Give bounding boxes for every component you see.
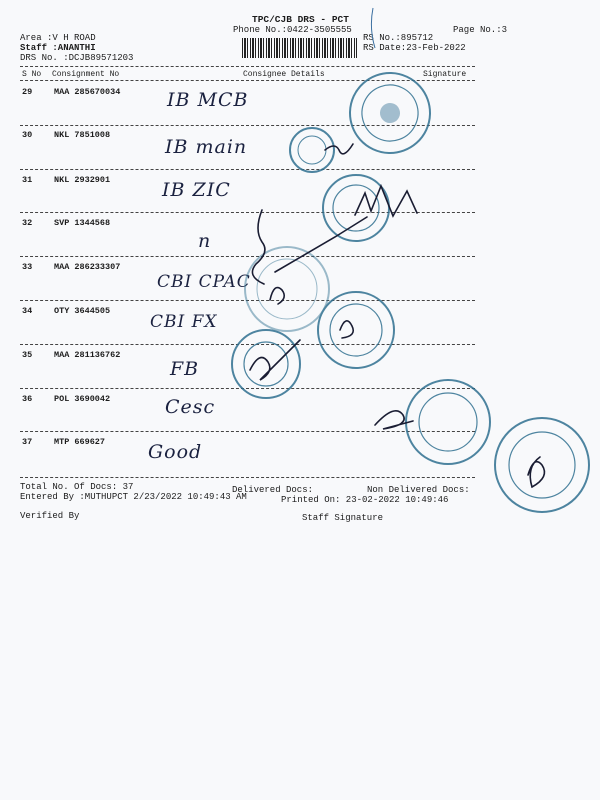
row-consignment: NKL 2932901 (54, 175, 111, 185)
col-sno: S No (22, 70, 42, 79)
row-consignment: SVP 1344568 (54, 218, 111, 228)
stamp-central-bank (318, 292, 394, 368)
verified-by: Verified By (20, 511, 80, 521)
row-sno: 37 (22, 437, 33, 447)
signature (528, 457, 544, 487)
row-sno: 35 (22, 350, 33, 360)
col-signature: Signature (423, 70, 467, 79)
stamp-faded (245, 247, 329, 331)
row-consignment: MTP 669627 (54, 437, 106, 447)
phone-number: Phone No.:0422-3505555 (233, 25, 352, 35)
stamp-federal-bank-ltd (406, 380, 490, 464)
area: Area :V H ROAD (20, 33, 96, 43)
page-number: Page No.:3 (453, 25, 508, 35)
row-sno: 36 (22, 394, 33, 404)
col-consignee: Consignee Details (243, 70, 325, 79)
row-consignment: MAA 286233307 (54, 262, 121, 272)
handwritten-consignee: CBI FX (150, 312, 218, 332)
stamp-indian-bank (323, 175, 389, 241)
handwritten-consignee: FB (170, 358, 200, 380)
handwritten-consignee: Good (148, 441, 203, 463)
stamp-federal-bank (232, 330, 300, 398)
entered-by: Entered By :MUTHUPCT 2/23/2022 10:49:43 AM (20, 492, 247, 502)
stamp-indian-bank (339, 62, 442, 165)
row-sno: 32 (22, 218, 33, 228)
delivered-docs: Delivered Docs: (232, 485, 314, 495)
handwritten-consignee: IB main (165, 136, 248, 158)
document-title: TPC/CJB DRS - PCT (252, 14, 349, 25)
handwritten-consignee: CBI CPAC (157, 272, 251, 292)
row-consignment: MAA 285670034 (54, 87, 121, 97)
printed-on: Printed On: 23-02-2022 10:49:46 (281, 495, 449, 505)
handwritten-consignee: IB ZIC (162, 179, 231, 201)
col-consignment: Consignment No (52, 70, 120, 79)
row-sno: 33 (22, 262, 33, 272)
total-docs: Total No. Of Docs: 37 (20, 482, 134, 492)
stamp-indian-bank-small (290, 128, 334, 172)
non-delivered-docs: Non Delivered Docs: (367, 485, 470, 495)
signature (270, 288, 284, 304)
signature (340, 321, 353, 338)
row-sno: 31 (22, 175, 33, 185)
row-sno: 34 (22, 306, 33, 316)
drs-number: DRS No. :DCJB89571203 (20, 53, 134, 63)
staff: Staff :ANANTHI (20, 43, 96, 53)
row-sno: 30 (22, 130, 33, 140)
row-consignment: POL 3690042 (54, 394, 111, 404)
handwritten-consignee: IB MCB (167, 89, 249, 111)
row-consignment: OTY 3644505 (54, 306, 111, 316)
signature (355, 186, 417, 216)
row-consignment: MAA 281136762 (54, 350, 121, 360)
handwritten-consignee: Cesc (165, 396, 216, 418)
rs-number: RS No.:895712 (363, 33, 434, 43)
signature (252, 210, 264, 284)
handwritten-consignee: n (198, 230, 212, 252)
signature (250, 340, 300, 380)
row-sno: 29 (22, 87, 33, 97)
row-consignment: NKL 7851008 (54, 130, 111, 140)
staff-signature: Staff Signature (302, 513, 384, 523)
signature (325, 144, 353, 154)
rs-date: RS Date:23-Feb-2022 (363, 43, 466, 53)
